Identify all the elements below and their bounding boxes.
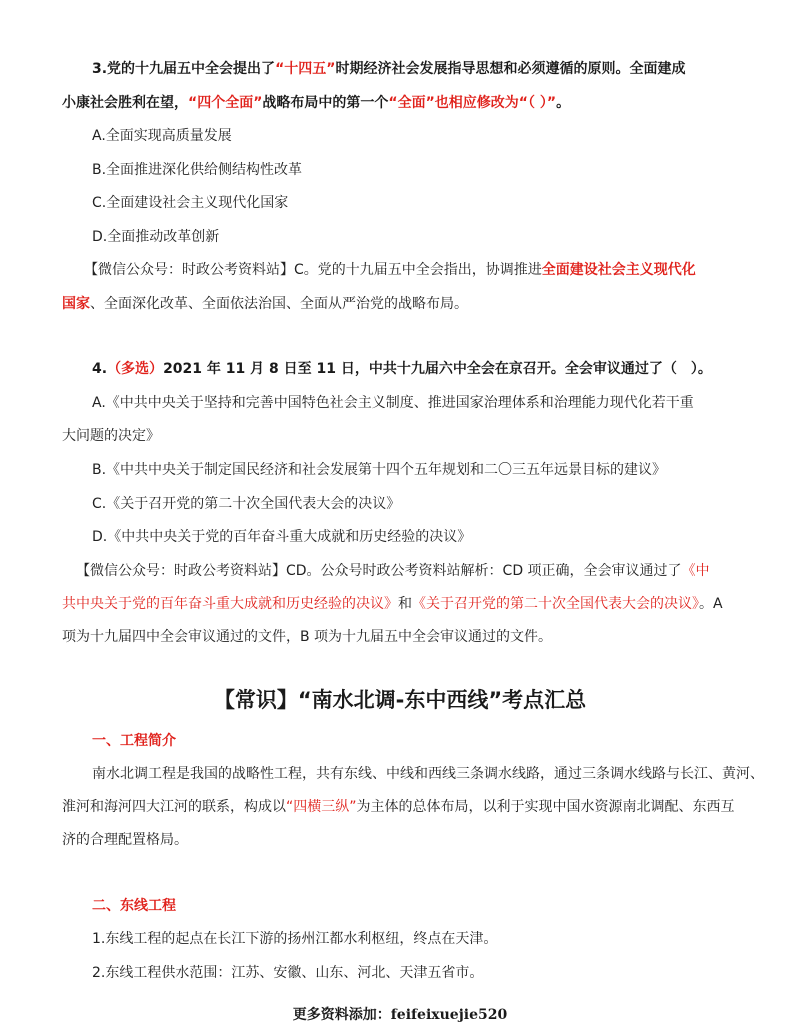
q3-answer-line2: 国家、全面深化改革、全面依法治国、全面从严治党的战略布局。: [62, 296, 468, 312]
section-title-intro: 一、工程简介: [92, 733, 176, 749]
q4-option-a-line2: 大问题的决定》: [62, 428, 160, 444]
q4-stem: 4.（多选）2021 年 11 月 8 日至 11 日，中共十九届六中全会在京召开。全会审议通过了（ ）。: [92, 361, 712, 377]
section-title-east-line: 二、东线工程: [92, 898, 176, 914]
q3-option-a: A.全面实现高质量发展: [92, 128, 232, 144]
east-line-item-2: 2.东线工程供水范围：江苏、安徽、山东、河北、天津五省市。: [92, 965, 484, 981]
q4-answer-line3: 项为十九届四中全会审议通过的文件，B 项为十九届五中全会审议通过的文件。: [62, 629, 553, 645]
footer-contact: 更多资料添加：feifeixuejie520: [292, 1007, 508, 1023]
article-heading: 【常识】“南水北调-东中西线”考点汇总: [213, 688, 587, 712]
q3-option-d: D.全面推动改革创新: [92, 229, 220, 245]
q4-answer-line2: 共中央关于党的百年奋斗重大成就和历史经验的决议》和《关于召开党的第二十次全国代表大会的决议》。A: [62, 596, 723, 612]
q4-option-a-line1: A.《中共中央关于坚持和完善中国特色社会主义制度、推进国家治理体系和治理能力现代化若干重: [92, 395, 694, 411]
q3-stem-line2: 小康社会胜利在望，“四个全面”战略布局中的第一个“全面”也相应修改为“（ ）”。: [62, 95, 571, 111]
east-line-item-1: 1.东线工程的起点在长江下游的扬州江都水利枢纽，终点在天津。: [92, 931, 498, 947]
q4-option-b: B.《中共中央关于制定国民经济和社会发展第十四个五年规划和二〇三五年远景目标的建议》: [92, 462, 667, 478]
q3-option-c: C.全面建设社会主义现代化国家: [92, 195, 289, 211]
intro-para-line3: 济的合理配置格局。: [62, 832, 188, 848]
q4-option-c: C.《关于召开党的第二十次全国代表大会的决议》: [92, 496, 401, 512]
intro-para-line2: 淮河和海河四大江河的联系，构成以“四横三纵”为主体的总体布局，以利于实现中国水资源南北调配、东西互: [62, 799, 735, 815]
q3-stem-line1: 3.党的十九届五中全会提出了“十四五”时期经济社会发展指导思想和必须遵循的原则。全面建成: [92, 61, 686, 77]
intro-para-line1: 南水北调工程是我国的战略性工程，共有东线、中线和西线三条调水线路，通过三条调水线路与长江、黄河、: [92, 766, 764, 782]
q3-option-b: B.全面推进深化供给侧结构性改革: [92, 162, 303, 178]
q3-answer-line1: 【微信公众号：时政公考资料站】C。党的十九届五中全会指出，协调推进全面建设社会主义现代化: [84, 262, 696, 278]
q4-option-d: D.《中共中央关于党的百年奋斗重大成就和历史经验的决议》: [92, 529, 472, 545]
q4-answer-line1: 【微信公众号：时政公考资料站】CD。公众号时政公考资料站解析：CD 项正确，全会审议通过了《中: [76, 563, 710, 579]
